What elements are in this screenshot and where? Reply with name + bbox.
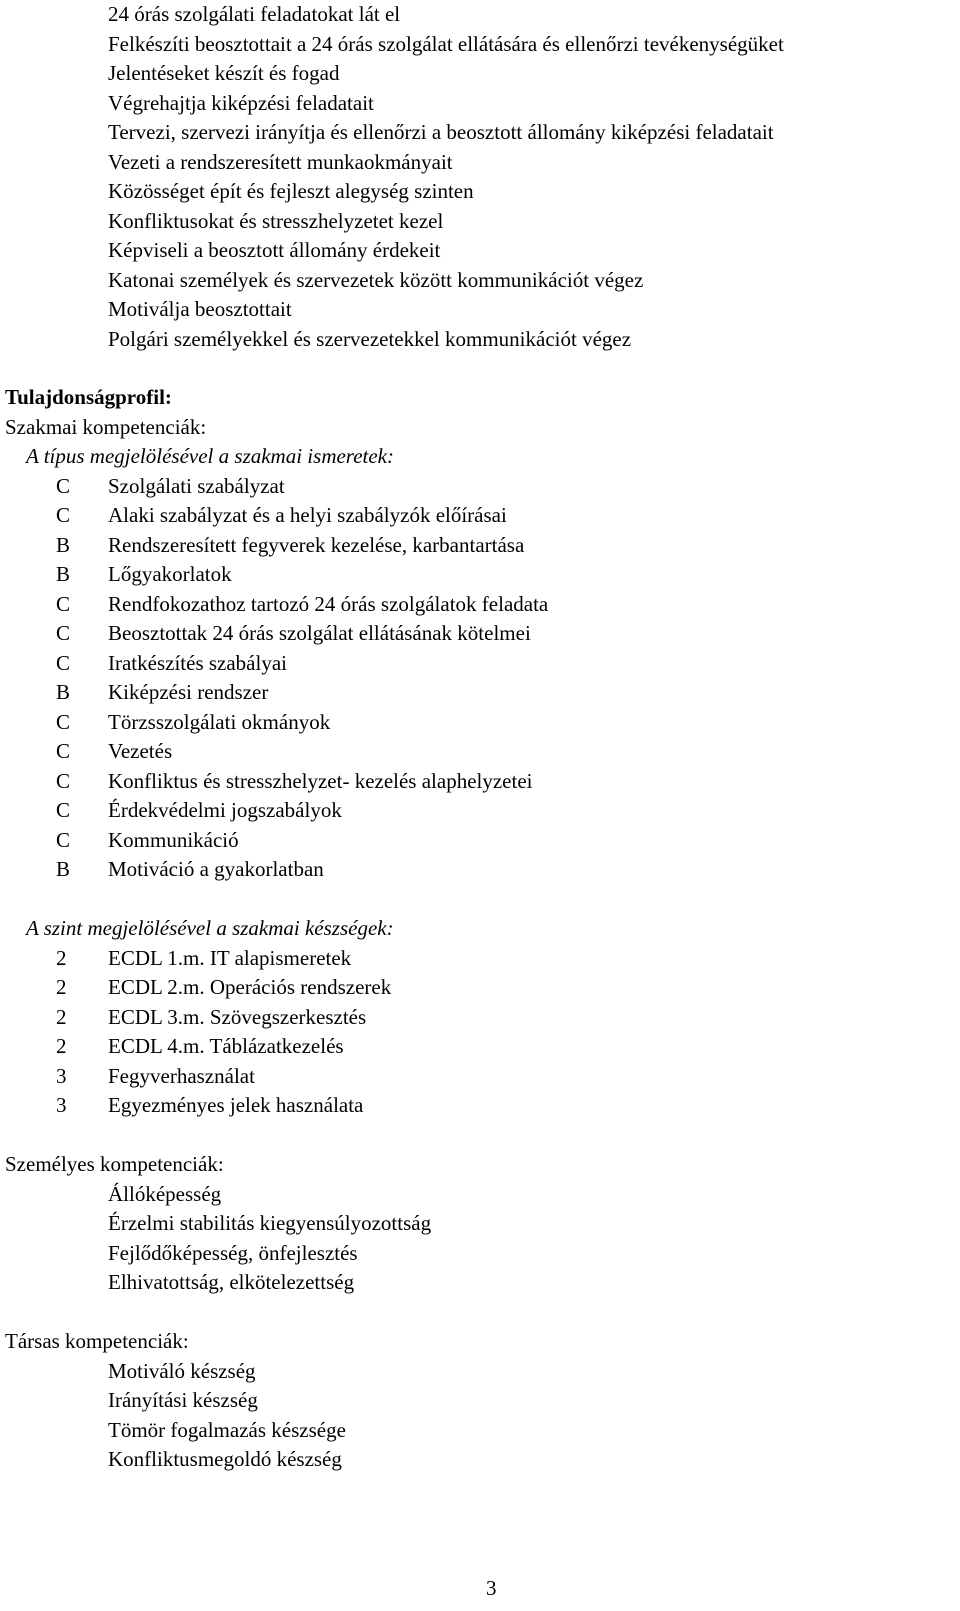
- knowledge-code: C: [56, 592, 71, 616]
- knowledge-code: C: [56, 503, 71, 527]
- professional-competencies-label: Szakmai kompetenciák:: [5, 415, 207, 439]
- skill-item: Fegyverhasználat: [108, 1064, 255, 1088]
- knowledge-item: Kiképzési rendszer: [108, 680, 269, 704]
- skill-level: 2: [56, 975, 67, 999]
- task-line: Közösséget épít és fejleszt alegység szinten: [108, 179, 474, 203]
- knowledge-item: Kommunikáció: [108, 828, 239, 852]
- knowledge-code: C: [56, 710, 71, 734]
- knowledge-item: Iratkészítés szabályai: [108, 651, 287, 675]
- task-line: 24 órás szolgálati feladatokat lát el: [108, 2, 401, 26]
- skill-item: ECDL 2.m. Operációs rendszerek: [108, 975, 392, 999]
- knowledge-code: C: [56, 621, 71, 645]
- personal-competency: Érzelmi stabilitás kiegyensúlyozottság: [108, 1211, 432, 1235]
- social-competency: Motiváló készség: [108, 1359, 256, 1383]
- knowledge-heading: A típus megjelölésével a szakmai ismeretek:: [26, 444, 394, 468]
- skill-level: 2: [56, 1034, 67, 1058]
- knowledge-code: C: [56, 769, 71, 793]
- knowledge-item: Konfliktus és stresszhelyzet- kezelés alaphelyzetei: [108, 769, 533, 793]
- skill-item: ECDL 4.m. Táblázatkezelés: [108, 1034, 344, 1058]
- task-line: Képviseli a beosztott állomány érdekeit: [108, 238, 441, 262]
- knowledge-item: Rendszeresített fegyverek kezelése, karbantartása: [108, 533, 525, 557]
- knowledge-item: Motiváció a gyakorlatban: [108, 857, 324, 881]
- social-competency: Irányítási készség: [108, 1388, 258, 1412]
- skill-level: 2: [56, 1005, 67, 1029]
- knowledge-code: B: [56, 680, 71, 704]
- knowledge-item: Vezetés: [108, 739, 173, 763]
- skill-item: Egyezményes jelek használata: [108, 1093, 364, 1117]
- skill-item: ECDL 3.m. Szövegszerkesztés: [108, 1005, 367, 1029]
- knowledge-item: Rendfokozathoz tartozó 24 órás szolgálatok feladata: [108, 592, 549, 616]
- task-line: Felkészíti beosztottait a 24 órás szolgálat ellátására és ellenőrzi tevékenységüket: [108, 32, 784, 56]
- skills-heading: A szint megjelölésével a szakmai készségek:: [26, 916, 394, 940]
- knowledge-item: Törzsszolgálati okmányok: [108, 710, 331, 734]
- profile-title: Tulajdonságprofil:: [5, 385, 172, 409]
- task-line: Polgári személyekkel és szervezetekkel kommunikációt végez: [108, 327, 632, 351]
- knowledge-code: C: [56, 739, 71, 763]
- knowledge-code: B: [56, 562, 71, 586]
- knowledge-code: C: [56, 798, 71, 822]
- skill-level: 3: [56, 1093, 67, 1117]
- task-line: Motiválja beosztottait: [108, 297, 292, 321]
- personal-competency: Állóképesség: [108, 1182, 222, 1206]
- task-line: Vezeti a rendszeresített munkaokmányait: [108, 150, 453, 174]
- skill-item: ECDL 1.m. IT alapismeretek: [108, 946, 352, 970]
- knowledge-code: C: [56, 474, 71, 498]
- knowledge-item: Alaki szabályzat és a helyi szabályzók előírásai: [108, 503, 507, 527]
- skill-level: 3: [56, 1064, 67, 1088]
- task-line: Tervezi, szervezi irányítja és ellenőrzi a beosztott állomány kiképzési feladatait: [108, 120, 774, 144]
- knowledge-code: C: [56, 828, 71, 852]
- task-line: Konfliktusokat és stresszhelyzetet kezel: [108, 209, 444, 233]
- knowledge-item: Beosztottak 24 órás szolgálat ellátásának kötelmei: [108, 621, 531, 645]
- page-number: 3: [486, 1576, 497, 1600]
- knowledge-item: Lőgyakorlatok: [108, 562, 232, 586]
- knowledge-code: C: [56, 651, 71, 675]
- knowledge-item: Érdekvédelmi jogszabályok: [108, 798, 342, 822]
- social-competencies-label: Társas kompetenciák:: [5, 1329, 189, 1353]
- social-competency: Konfliktusmegoldó készség: [108, 1447, 342, 1471]
- knowledge-item: Szolgálati szabályzat: [108, 474, 285, 498]
- skill-level: 2: [56, 946, 67, 970]
- task-line: Katonai személyek és szervezetek között kommunikációt végez: [108, 268, 644, 292]
- knowledge-code: B: [56, 533, 71, 557]
- knowledge-code: B: [56, 857, 71, 881]
- personal-competencies-label: Személyes kompetenciák:: [5, 1152, 224, 1176]
- personal-competency: Fejlődőképesség, önfejlesztés: [108, 1241, 358, 1265]
- personal-competency: Elhivatottság, elkötelezettség: [108, 1270, 355, 1294]
- social-competency: Tömör fogalmazás készsége: [108, 1418, 346, 1442]
- task-line: Végrehajtja kiképzési feladatait: [108, 91, 374, 115]
- task-line: Jelentéseket készít és fogad: [108, 61, 340, 85]
